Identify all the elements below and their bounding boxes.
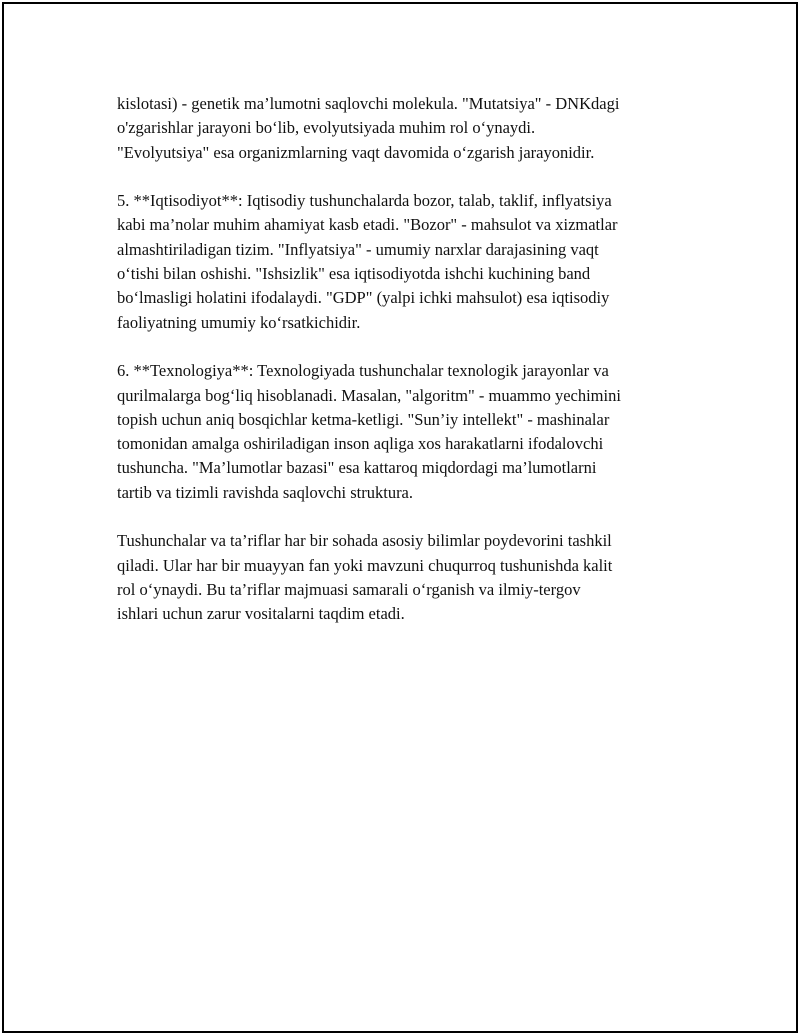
text-line: tushuncha. "Ma’lumotlar bazasi" esa kattaroq miqdordagi ma’lumotlarni (117, 458, 597, 478)
text-line: rol o‘ynaydi. Bu ta’riflar majmuasi samarali o‘rganish va ilmiy-tergov (117, 579, 581, 599)
text-line: kabi ma’nolar muhim ahamiyat kasb etadi. "Bozor" - mahsulot va xizmatlar (117, 215, 618, 235)
text-line: faoliyatning umumiy ko‘rsatkichidir. (117, 312, 361, 332)
text-line: topish uchun aniq bosqichlar ketma-ketligi. "Sun’iy intellekt" - mashinalar (117, 409, 610, 429)
text-line: qiladi. Ular har bir muayyan fan yoki mavzuni chuqurroq tushunishda kalit (117, 555, 613, 575)
text-line: kislotasi) - genetik ma’lumotni saqlovchi molekula. "Mutatsiya" - DNKdagi (117, 94, 620, 113)
text-line: tartib va tizimli ravishda saqlovchi struktura. (117, 482, 414, 502)
text-line: almashtiriladigan tizim. "Inflyatsiya" - umumiy narxlar darajasining vaqt (117, 239, 599, 259)
text-line: ishlari uchun zarur vositalarni taqdim etadi. (117, 604, 405, 624)
text-line: "Evolyutsiya" esa organizmlarning vaqt davomida o‘zgarish jarayonidir. (117, 142, 595, 162)
paragraph-genetics-continued (117, 92, 677, 165)
text-line: o'zgarishlar jarayoni bo‘lib, evolyutsiyada muhim rol o‘ynaydi. (117, 118, 536, 138)
text-line: 5. **Iqtisodiyot**: Iqtisodiy tushunchalarda bozor, talab, taklif, inflyatsiya (117, 191, 612, 211)
document-body (117, 92, 677, 651)
text-line: Tushunchalar va ta’riflar har bir sohada asosiy bilimlar poydevorini tashkil (117, 531, 612, 551)
text-line: bo‘lmasligi holatini ifodalaydi. "GDP" (yalpi ichki mahsulot) esa iqtisodiy (117, 288, 610, 308)
text-line: o‘tishi bilan oshishi. "Ishsizlik" esa iqtisodiyotda ishchi kuchining band (117, 264, 591, 284)
text-line: 6. **Texnologiya**: Texnologiyada tushunchalar texnologik jarayonlar va (117, 361, 609, 381)
paragraph-technology (117, 359, 677, 505)
paragraph-conclusion (117, 529, 677, 626)
paragraph-economics (117, 189, 677, 335)
text-line: tomonidan amalga oshiriladigan inson aqliga xos harakatlarni ifodalovchi (117, 434, 604, 454)
text-line: qurilmalarga bog‘liq hisoblanadi. Masalan, "algoritm" - muammo yechimini (117, 385, 621, 405)
